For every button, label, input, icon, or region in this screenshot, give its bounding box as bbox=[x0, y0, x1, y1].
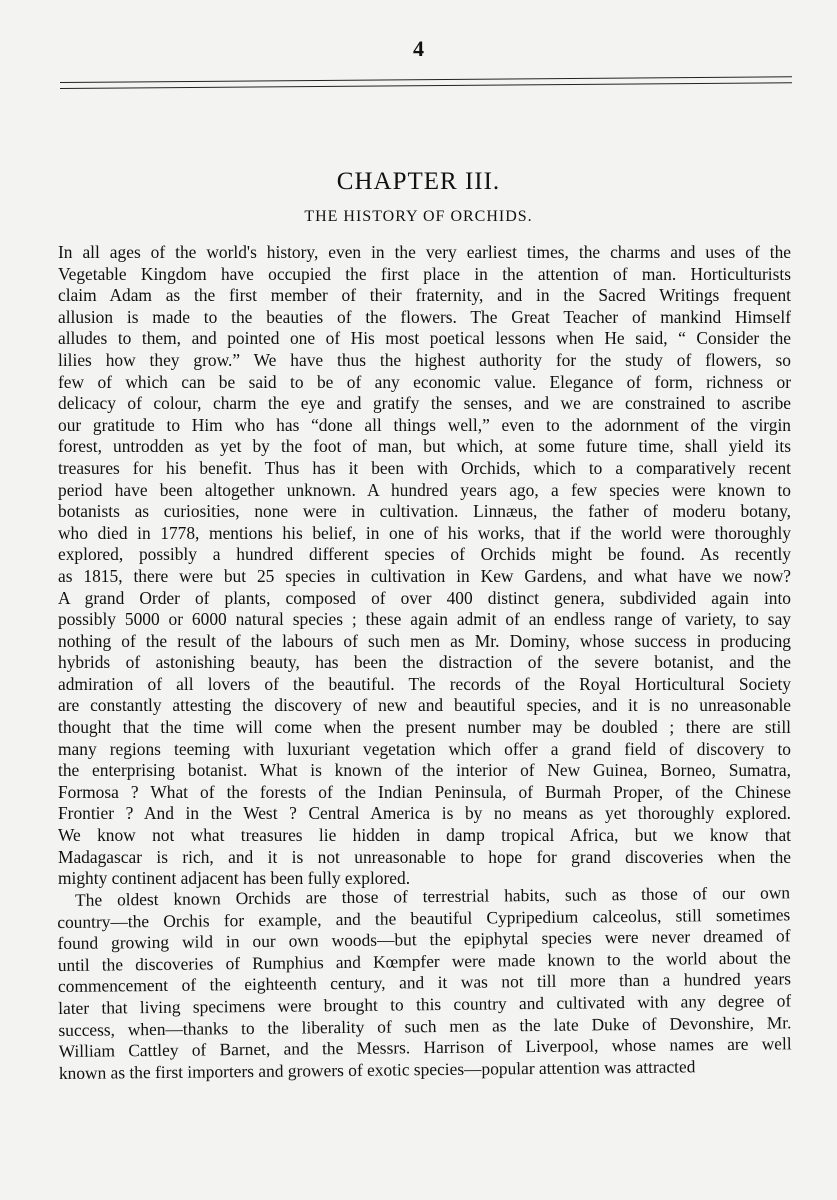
text-line: possibly 5000 or 6000 natural species ; these again admit of an endless range of variety, to say bbox=[58, 609, 791, 630]
text-line: who died in 1778, mentions his belief, in one of his works, that if the world were thoroughly bbox=[58, 522, 791, 543]
body-text bbox=[58, 242, 791, 1084]
text-line: In all ages of the world's history, even in the very earliest times, the charms and uses of the bbox=[58, 242, 791, 262]
text-line: are constantly attesting the discovery of new and beautiful species, and it is no unreasonable bbox=[58, 695, 791, 716]
chapter-title: CHAPTER III. bbox=[336, 168, 501, 195]
page-number: 4 bbox=[413, 36, 424, 61]
text-line: our gratitude to Him who has “done all things well,” even to the adornment of the virgin bbox=[58, 414, 791, 435]
text-line: nothing of the result of the labours of such men as Mr. Dominy, whose success in producing bbox=[58, 630, 791, 651]
section-title: THE HISTORY OF ORCHIDS. bbox=[304, 208, 533, 225]
header-rule bbox=[60, 76, 792, 83]
text-line: the enterprising botanist. What is known of the interior of New Guinea, Borneo, Sumatra, bbox=[58, 760, 791, 781]
text-line: success, when—thanks to the liberality of such men as the late Duke of Devonshire, Mr. bbox=[58, 1011, 792, 1040]
text-line: claim Adam as the first member of their fraternity, and in the Sacred Writings frequent bbox=[58, 285, 791, 306]
text-line: We know not what treasures lie hidden in damp tropical Africa, but we know that bbox=[58, 825, 791, 846]
text-line: thought that the time will come when the present number may be doubled ; there are still bbox=[58, 717, 791, 738]
text-line: forest, untrodden as yet by the foot of man, but which, at some future time, shall yield its bbox=[58, 436, 791, 457]
text-line: country—the Orchis for example, and the beautiful Cypripedium calceolus, still sometimes bbox=[57, 903, 791, 932]
text-line: as 1815, there were but 25 species in cultivation in Kew Gardens, and what have we now? bbox=[58, 565, 791, 586]
text-line: explored, possibly a hundred different species of Orchids might be found. As recently bbox=[58, 544, 791, 565]
text-line: known as the first importers and growers of exotic species—popular attention was attracted bbox=[58, 1055, 696, 1083]
text-line: The oldest known Orchids are those of terrestrial habits, such as those of our own bbox=[74, 882, 791, 910]
text-line: Vegetable Kingdom have occupied the first place in the attention of man. Horticulturists bbox=[58, 263, 791, 284]
text-line: mighty continent adjacent has been fully explored. bbox=[58, 868, 411, 889]
paragraph-1 bbox=[58, 242, 791, 890]
text-line: treasures for his benefit. Thus has it been with Orchids, which to a comparatively recent bbox=[58, 457, 791, 478]
text-line: A grand Order of plants, composed of over 400 distinct genera, subdivided again into bbox=[58, 587, 791, 608]
text-line: found growing wild in our own woods—but the epiphytal species were never dreamed of bbox=[57, 925, 791, 954]
text-line: delicacy of colour, charm the eye and gratify the senses, and we are constrained to ascribe bbox=[58, 393, 791, 414]
paragraph-2 bbox=[57, 882, 792, 1084]
text-line: until the discoveries of Rumphius and Kœmpfer were made known to the world about the bbox=[57, 946, 791, 975]
text-line: Formosa ? What of the forests of the Indian Peninsula, of Burmah Proper, of the Chinese bbox=[58, 781, 791, 802]
text-line: Madagascar is rich, and it is not unreasonable to hope for grand discoveries when the bbox=[58, 846, 791, 867]
text-line: later that living specimens were brought to this country and cultivated with any degree of bbox=[58, 990, 792, 1018]
text-line: hybrids of astonishing beauty, has been the distraction of the severe botanist, and the bbox=[58, 652, 791, 673]
header-rule-thin bbox=[60, 82, 792, 89]
text-line: many regions teeming with luxuriant vegetation which offer a grand field of discovery to bbox=[58, 738, 791, 759]
text-line: period have been altogether unknown. A hundred years ago, a few species were known to bbox=[58, 479, 791, 500]
text-line: commencement of the eighteenth century, and it was not till more than a hundred years bbox=[57, 968, 792, 997]
text-line: Frontier ? And in the West ? Central America is by no means as yet thoroughly explored. bbox=[58, 803, 791, 824]
text-line: alludes to them, and pointed one of His most poetical lessons when He said, “ Consider the bbox=[58, 328, 791, 349]
text-line: lilies how they grow.” We have thus the highest authority for the study of flowers, so bbox=[58, 349, 791, 370]
text-line: allusion is made to the beauties of the flowers. The Great Teacher of mankind Himself bbox=[58, 306, 791, 327]
text-line: William Cattley of Barnet, and the Messrs. Harrison of Liverpool, whose names are well bbox=[58, 1033, 792, 1061]
text-line: botanists as curiosities, none were in cultivation. Linnæus, the father of moderu botany, bbox=[58, 501, 791, 522]
text-line: few of which can be said to be of any economic value. Elegance of form, richness or bbox=[58, 371, 791, 392]
text-line: admiration of all lovers of the beautiful. The records of the Royal Horticultural Society bbox=[58, 673, 791, 694]
